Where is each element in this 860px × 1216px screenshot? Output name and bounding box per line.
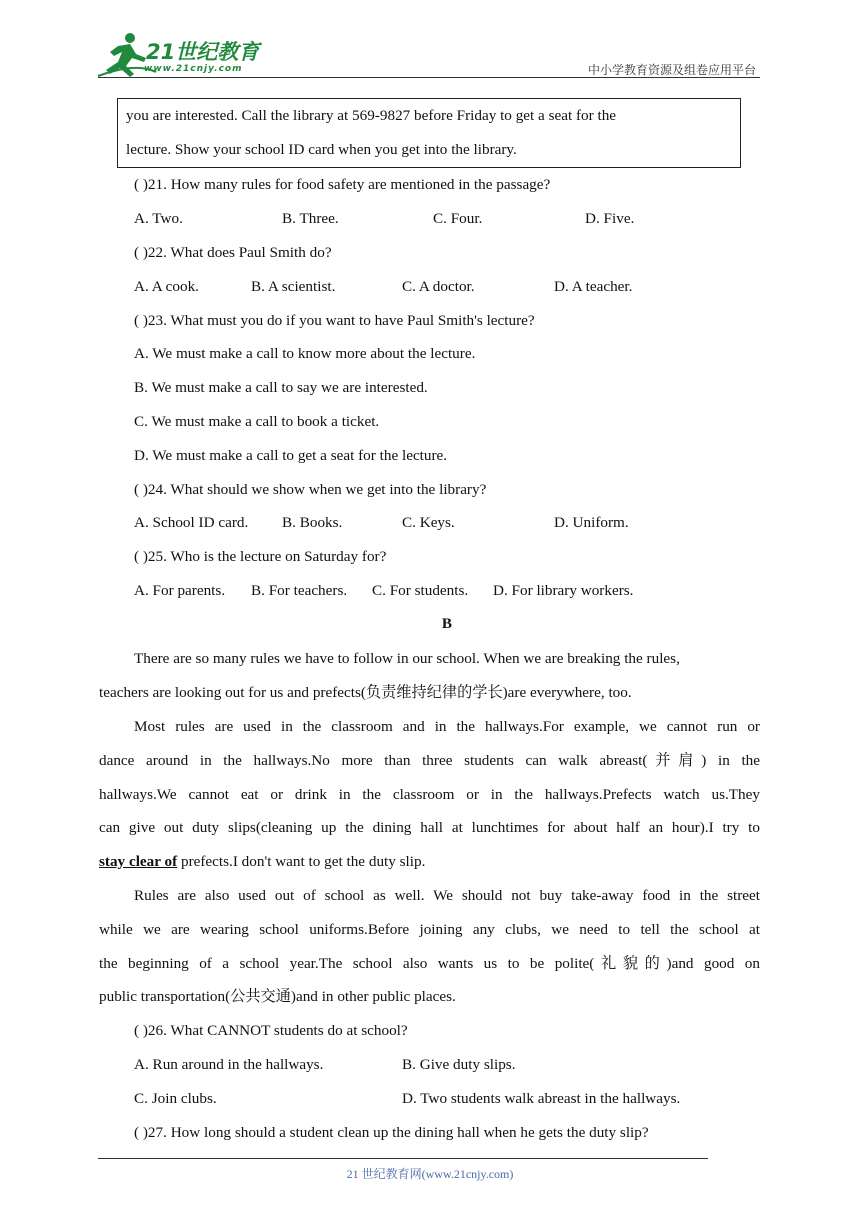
passage-p3-line2: while we are wearing school uniforms.Before joining any clubs, we need to tell the school at: [99, 921, 760, 938]
footer-text: 21 世纪教育网(www.21cnjy.com): [346, 1167, 514, 1181]
question-25: ( )25. Who is the lecture on Saturday for?: [134, 548, 387, 565]
passage-p3-line1: Rules are also used out of school as well. We should not buy take-away food in the street: [134, 887, 760, 904]
page-header: [0, 0, 860, 80]
option-23c: C. We must make a call to book a ticket.: [134, 413, 380, 430]
option-26d: D. Two students walk abreast in the hallways.: [402, 1090, 681, 1107]
option-24d: D. Uniform.: [554, 514, 629, 531]
option-25b: B. For teachers.: [251, 582, 348, 599]
option-24c: C. Keys.: [402, 514, 455, 531]
option-23b: B. We must make a call to say we are interested.: [134, 379, 428, 396]
question-27: ( )27. How long should a student clean up the dining hall when he gets the duty slip?: [134, 1124, 649, 1141]
question-24: ( )24. What should we show when we get into the library?: [134, 481, 487, 498]
passage-p2-line1: Most rules are used in the classroom and in the hallways.For example, we cannot run or: [134, 718, 760, 735]
passage-p2-line4: can give out duty slips(cleaning up the dining hall at lunchtimes for about half an hour).I try to: [99, 819, 760, 836]
question-22: ( )22. What does Paul Smith do?: [134, 244, 332, 261]
passage-p1-line1: There are so many rules we have to follow in our school. When we are breaking the rules,: [134, 650, 680, 667]
option-25c: C. For students.: [372, 582, 469, 599]
box-line-2: lecture. Show your school ID card when you get into the library.: [126, 141, 517, 158]
option-21c: C. Four.: [433, 210, 483, 227]
option-23d: D. We must make a call to get a seat for the lecture.: [134, 447, 448, 464]
option-24b: B. Books.: [282, 514, 343, 531]
passage-p2-line2: dance around in the hallways.No more than three students can walk abreast(并肩) in the: [99, 752, 760, 769]
option-22b: B. A scientist.: [251, 278, 336, 295]
box-line-1: you are interested. Call the library at 569-9827 before Friday to get a seat for the: [126, 107, 617, 124]
option-24a: A. School ID card.: [134, 514, 249, 531]
question-23: ( )23. What must you do if you want to have Paul Smith's lecture?: [134, 312, 535, 329]
passage-p3-line3: the beginning of a school year.The school also wants us to be polite(礼貌的)and good on: [99, 955, 760, 972]
option-22a: A. A cook.: [134, 278, 199, 295]
underlined-phrase: stay clear of: [99, 853, 178, 870]
header-divider: [98, 77, 760, 78]
platform-label: 中小学教育资源及组卷应用平台: [587, 63, 756, 77]
option-26a: A. Run around in the hallways.: [134, 1056, 324, 1073]
question-21: ( )21. How many rules for food safety are mentioned in the passage?: [134, 176, 551, 193]
option-21a: A. Two.: [134, 210, 183, 227]
passage-p2-line5: [99, 852, 425, 872]
option-26b: B. Give duty slips.: [402, 1056, 516, 1073]
passage-p2-line5-rest: prefects.I don't want to get the duty slip.: [177, 853, 426, 870]
option-26c: C. Join clubs.: [134, 1090, 217, 1107]
option-21d: D. Five.: [585, 210, 635, 227]
option-21b: B. Three.: [282, 210, 339, 227]
option-22d: D. A teacher.: [554, 278, 633, 295]
passage-p3-line4: public transportation(公共交通)and in other public places.: [99, 988, 456, 1005]
passage-p1-line2: teachers are looking out for us and prefects(负责维持纪律的学长)are everywhere, too.: [99, 684, 632, 701]
logo-text: 21世纪教育: [146, 40, 260, 64]
section-heading-b: B: [441, 615, 453, 632]
option-22c: C. A doctor.: [402, 278, 475, 295]
question-26: ( )26. What CANNOT students do at school?: [134, 1022, 408, 1039]
option-23a: A. We must make a call to know more about the lecture.: [134, 345, 476, 362]
option-25d: D. For library workers.: [493, 582, 634, 599]
footer-divider: [98, 1158, 708, 1159]
logo-url: www.21cnjy.com: [144, 64, 243, 74]
option-25a: A. For parents.: [134, 582, 226, 599]
passage-p2-line3: hallways.We cannot eat or drink in the classroom or in the hallways.Prefects watch us.They: [99, 786, 760, 803]
